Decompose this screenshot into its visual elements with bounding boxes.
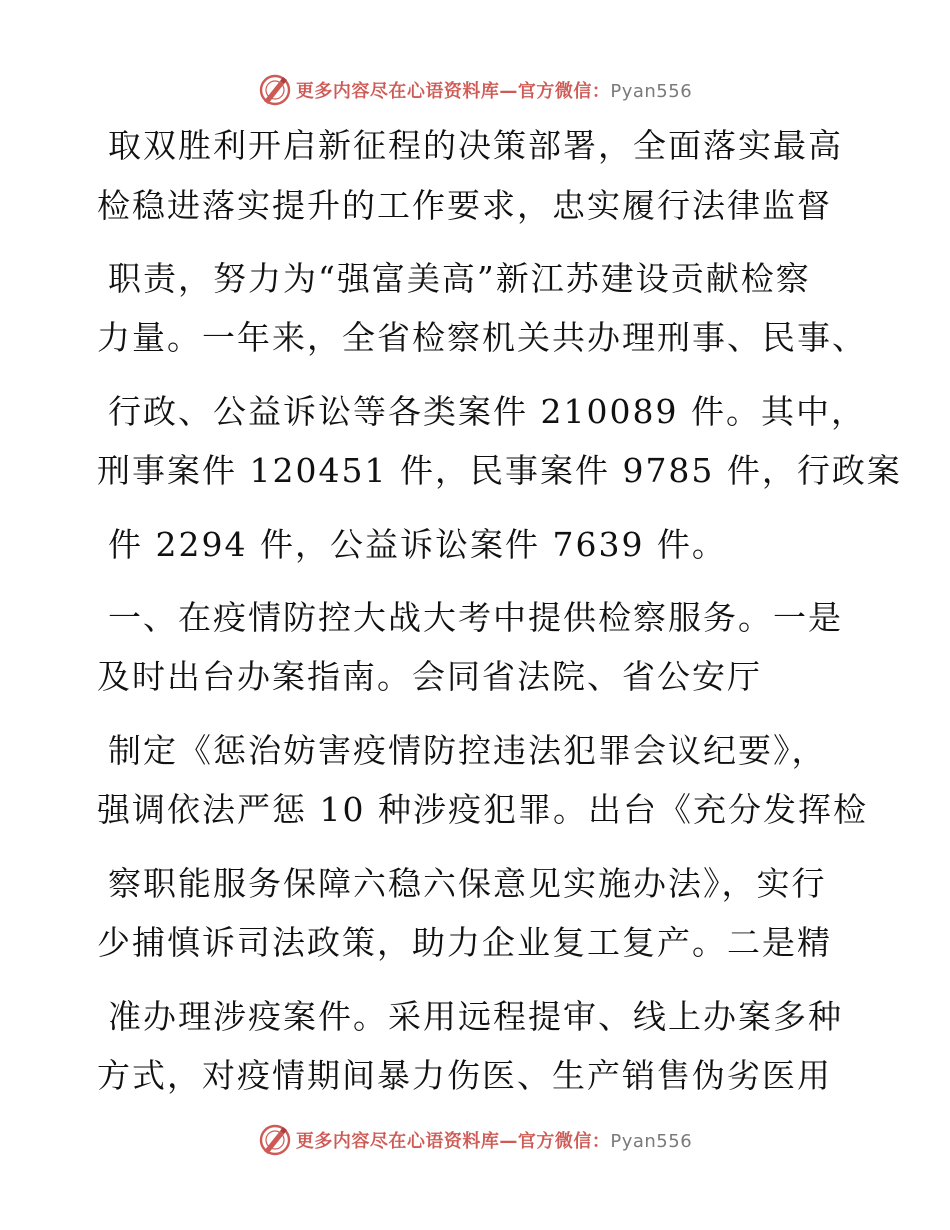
footer-banner-text: 更多内容尽在心语资料库—官方微信：Pyan556 (295, 1131, 693, 1152)
header-banner-text: 更多内容尽在心语资料库—官方微信：Pyan556 (295, 81, 693, 102)
body-line: 一、在疫情防控大战大考中提供检察服务。一是 (108, 598, 843, 637)
body-line: 察职能服务保障六稳六保意见实施办法》，实行 (108, 864, 827, 903)
body-line: 件 2294 件，公益诉讼案件 7639 件。 (108, 525, 727, 564)
body-line: 行政、公益诉讼等各类案件 210089 件。其中， (108, 392, 866, 431)
body-line: 取双胜利开启新征程的决策部署，全面落实最高 (108, 126, 843, 165)
body-line: 刑事案件 120451 件，民事案件 9785 件，行政案 (97, 451, 902, 490)
body-line: 方式，对疫情期间暴力伤医、生产销售伪劣医用 (97, 1056, 832, 1095)
body-line: 少捕慎诉司法政策，助力企业复工复产。二是精 (97, 923, 832, 962)
footer-wechat-id: Pyan556 (610, 1131, 693, 1152)
body-line: 强调依法严惩 10 种涉疫犯罪。出台《充分发挥检 (97, 790, 868, 829)
body-line: 准办理涉疫案件。采用远程提审、线上办案多种 (108, 997, 843, 1036)
header-wechat-id: Pyan556 (610, 81, 693, 102)
body-line: 职责，努力为“强富美高”新江苏建设贡献检察 (108, 259, 811, 298)
body-line: 及时出台办案指南。会同省法院、省公安厅 (97, 657, 762, 696)
body-line: 检稳进落实提升的工作要求，忠实履行法律监督 (97, 186, 832, 225)
footer-watermark-banner (0, 1120, 950, 1160)
body-line: 力量。一年来，全省检察机关共办理刑事、民事、 (97, 318, 867, 357)
pen-logo-icon (258, 1123, 292, 1157)
body-line: 制定《惩治妨害疫情防控违法犯罪会议纪要》， (108, 731, 827, 770)
